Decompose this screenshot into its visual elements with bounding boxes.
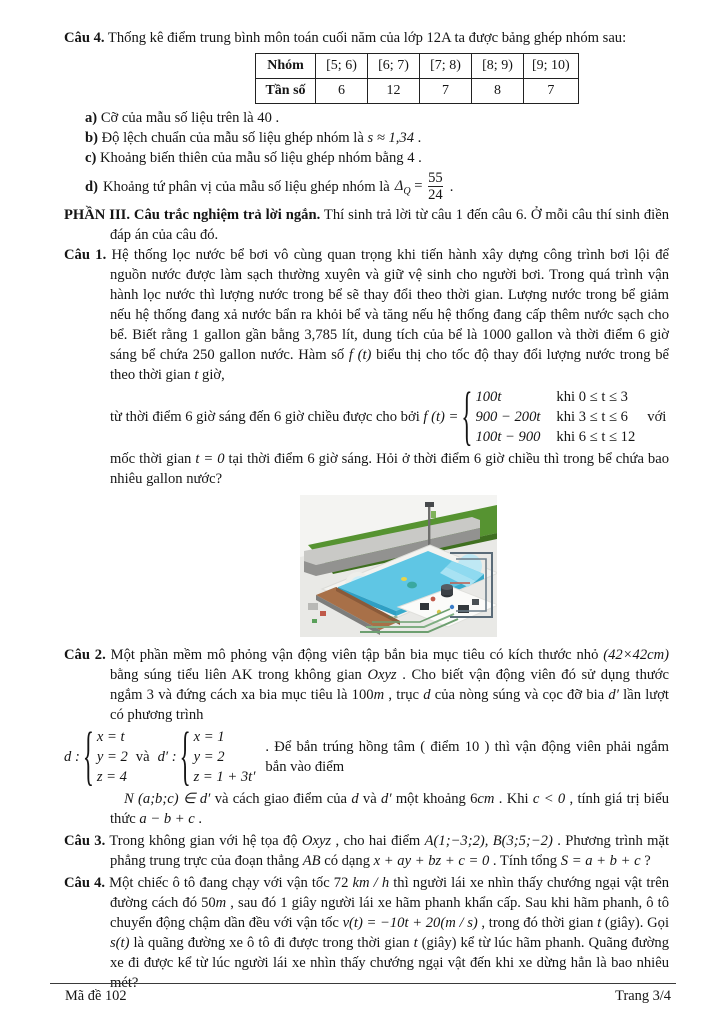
equation: z = 4 bbox=[96, 769, 127, 785]
left-brace: { bbox=[82, 719, 94, 792]
table-cell: 12 bbox=[368, 79, 420, 104]
case-condition: khi 0 ≤ t ≤ 3 bbox=[556, 389, 628, 405]
table-cell: Tần số bbox=[256, 79, 316, 104]
function-lead-text: từ thời điểm 6 giờ sáng đến 6 giờ chiều được cho bởi f (t) = bbox=[110, 409, 459, 425]
frequency-table bbox=[255, 53, 579, 104]
table-header-cell: Nhóm bbox=[256, 54, 316, 79]
question-text: Hệ thống lọc nước bể bơi vô cùng quan trọng khi tiến hành xây dựng công trình bơi lội để nguồn nước được làm sạch thường xuyên và giữ vệ sinh cho người bơi. Trong quá trình vận hành lọc nước thì lượng nước trong bể sẽ thay đổi theo thời gian. Lượng nước trong bể giảm nếu hệ thống đang xả nước bẩn ra khỏi bể và tăng nếu hệ thống đang cấp thêm nước sạch cho bể. Biết rằng 1 gallon gần bằng 3,785 lít, dung tích của bể là 1000 gallon và thời điểm 6 giờ sáng bể chứa 250 gallon nước. Hàm số f (t) biểu thị cho tốc độ thay đổi lượng nước trong bể theo thời gian t giờ, bbox=[106, 247, 669, 383]
pool-illustration bbox=[300, 495, 497, 637]
question-text: Trong không gian với hệ tọa độ Oxyz , cho hai điểm A(1;−3;2), B(3;5;−2) . Phương trình mặt phẳng trung trực của đoạn thẳng AB có dạng x + ay + bz + c = 0 . Tính tổng S = a + b + c ? bbox=[105, 833, 670, 869]
question-3 bbox=[64, 831, 669, 871]
table-row bbox=[256, 54, 579, 79]
table-cell: 7 bbox=[524, 79, 579, 104]
equation: y = 2 bbox=[193, 749, 225, 765]
table-header-cell: [8; 9) bbox=[472, 54, 524, 79]
item-label: d) bbox=[85, 178, 98, 195]
question-label: Câu 1. bbox=[64, 247, 107, 263]
fraction-numerator: 55 bbox=[428, 170, 443, 186]
fraction-denominator: 24 bbox=[428, 187, 443, 203]
item-label: b) bbox=[85, 130, 98, 146]
table-cell: 7 bbox=[420, 79, 472, 104]
question-4-stat-intro bbox=[64, 28, 669, 48]
equation: z = 1 + 3t′ bbox=[193, 769, 256, 785]
question-label: Câu 4. bbox=[64, 875, 106, 891]
section-heading-rest: Thí sinh trả lời từ câu 1 đến câu 6. Ở mỗi câu thí sinh điền đáp án của câu đó. bbox=[110, 207, 669, 243]
case-expression: 100t − 900 bbox=[475, 429, 541, 445]
exam-content bbox=[64, 28, 669, 993]
pool-illustration-svg bbox=[300, 495, 497, 637]
question-1 bbox=[64, 245, 669, 385]
systems-tail-text: . Để bắn trúng hồng tâm ( điểm 10 ) thì vận động viên phải ngắm bắn vào điểm bbox=[265, 739, 669, 775]
case-expression: 900 − 200t bbox=[475, 409, 541, 425]
item-label: a) bbox=[85, 110, 98, 126]
page-number: Trang 3/4 bbox=[615, 988, 671, 1004]
equation: x = 1 bbox=[193, 729, 225, 745]
question-text: mốc thời gian t = 0 tại thời điểm 6 giờ sáng. Hỏi ở thời điểm 6 giờ chiều thì trong bể chứa bao nhiêu gallon nước? bbox=[110, 451, 669, 487]
table-header-cell: [6; 7) bbox=[368, 54, 420, 79]
question-4-motion bbox=[64, 873, 669, 993]
system-d bbox=[97, 727, 128, 787]
section-heading-bold: PHẦN III. Câu trắc nghiệm trả lời ngắn. bbox=[64, 207, 321, 223]
question-2 bbox=[64, 645, 669, 725]
footer-divider bbox=[50, 983, 676, 984]
period: . bbox=[449, 178, 454, 195]
delta-subscript: Q bbox=[403, 185, 411, 197]
equation: x = t bbox=[96, 729, 125, 745]
item-c bbox=[85, 148, 669, 168]
left-brace: { bbox=[461, 379, 473, 452]
item-label: c) bbox=[85, 150, 97, 166]
table-header-cell: [5; 6) bbox=[316, 54, 368, 79]
svg-text:≈≈: ≈≈ bbox=[388, 614, 399, 621]
question-1-continued bbox=[110, 449, 669, 489]
question-intro-text: Thống kê điểm trung bình môn toán cuối năm của lớp 12A ta được bảng ghép nhóm sau: bbox=[104, 30, 627, 46]
equals-sign: = bbox=[414, 177, 423, 194]
system-d-prime bbox=[194, 727, 256, 787]
delta-symbol: Δ bbox=[394, 177, 404, 194]
question-label: Câu 4. bbox=[64, 30, 105, 46]
question-label: Câu 3. bbox=[64, 833, 106, 849]
item-text: Khoảng biến thiên của mẫu số liệu ghép nhóm bằng 4 . bbox=[100, 150, 422, 166]
function-tail-text: với bbox=[647, 409, 667, 425]
table-cell: 6 bbox=[316, 79, 368, 104]
fraction bbox=[426, 170, 445, 203]
section-heading bbox=[64, 205, 669, 245]
item-d bbox=[85, 170, 669, 203]
item-text: Cỡ của mẫu số liệu trên là 40 . bbox=[100, 110, 280, 126]
statement-items bbox=[85, 108, 669, 203]
item-b bbox=[85, 128, 669, 148]
item-a bbox=[85, 108, 669, 128]
case-condition: khi 6 ≤ t ≤ 12 bbox=[556, 429, 636, 445]
table-header-cell: [7; 8) bbox=[420, 54, 472, 79]
interquartile-expression bbox=[395, 170, 445, 203]
line-systems bbox=[64, 719, 669, 792]
line-d-prime-label: d′ : bbox=[157, 749, 177, 765]
question-text: Một chiếc ô tô đang chạy với vận tốc 72 km / h thì người lái xe nhìn thấy chướng ngại vật trên đường cách đó 50m , sau đó 1 giây người lái xe hãm phanh khẩn cấp. Sau khi hãm phanh, ô tô chuyển động chậm dần đều với vận tốc v(t) = −10t + 20(m / s) , trong đó thời gian t (giây). Gọi s(t) là quãng đường xe ô tô đi được trong thời gian t (giây) kể từ lúc hãm phanh. Quãng đường xe đi được kể từ lúc người lái xe nhìn thấy chướng ngại vật đến khi xe dừng hẳn là bao nhiêu mét? bbox=[105, 875, 670, 991]
question-text: Một phần mềm mô phỏng vận động viên tập bắn bia mục tiêu có kích thước nhỏ (42×42cm) bằng súng tiểu liên AK trong không gian Oxyz . Cho biết vận động viên đó sử dụng thước ngắm 3 và đứng cách xa bia mục tiêu là 100m , trục d của nòng súng và cọc đỡ bia d′ lần lượt có phương trình bbox=[105, 647, 670, 723]
footer bbox=[50, 986, 676, 1006]
case-expression: 100t bbox=[475, 389, 502, 405]
and-text: và bbox=[135, 749, 150, 765]
case-condition: khi 3 ≤ t ≤ 6 bbox=[556, 409, 628, 425]
item-text: Khoảng tứ phân vị của mẫu số liệu ghép nhóm là bbox=[102, 178, 390, 195]
question-label: Câu 2. bbox=[64, 647, 106, 663]
line-d-label: d : bbox=[64, 749, 80, 765]
table-header-cell: [9; 10) bbox=[524, 54, 579, 79]
equation: y = 2 bbox=[96, 749, 128, 765]
question-text: N (a;b;c) ∈ d′ và cách giao điểm của d và d′ một khoảng 6cm . Khi c < 0 , tính giá trị biểu thức a − b + c . bbox=[110, 791, 669, 827]
table-row bbox=[256, 79, 579, 104]
piecewise-cases bbox=[475, 387, 635, 447]
piecewise-function-line bbox=[110, 379, 669, 452]
exam-code: Mã đề 102 bbox=[65, 988, 127, 1004]
question-2-continued bbox=[64, 789, 669, 829]
item-text: Độ lệch chuẩn của mẫu số liệu ghép nhóm là s ≈ 1,34 . bbox=[101, 130, 422, 146]
table-cell: 8 bbox=[472, 79, 524, 104]
left-brace: { bbox=[179, 719, 191, 792]
